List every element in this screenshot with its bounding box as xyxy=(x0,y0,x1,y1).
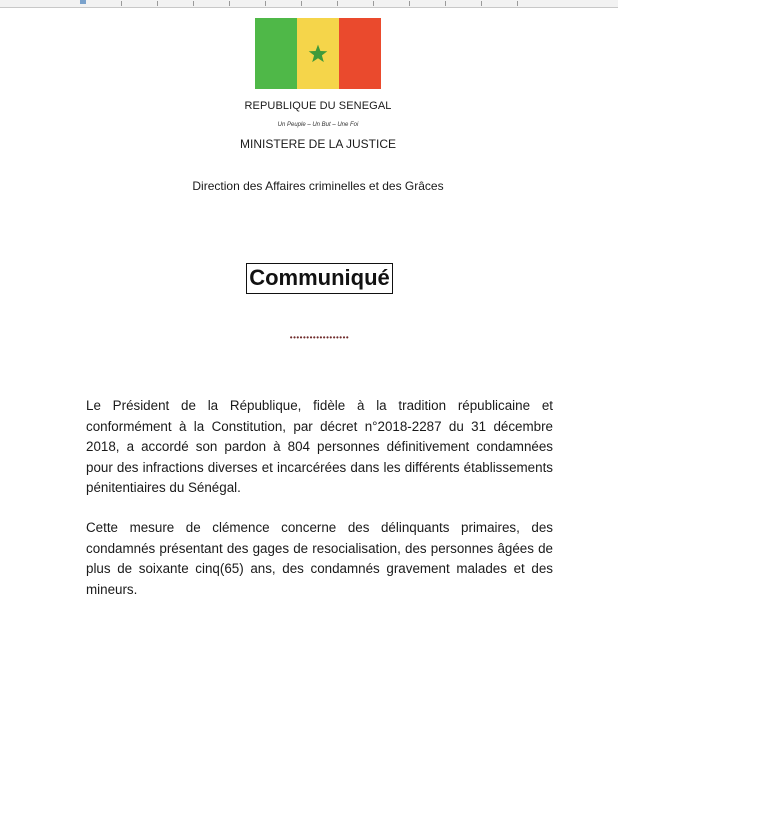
flag-red-band xyxy=(339,18,381,89)
ruler-tick xyxy=(445,1,446,6)
star-icon xyxy=(308,43,328,63)
ruler-tick xyxy=(517,1,518,6)
ministry-heading: MINISTERE DE LA JUSTICE xyxy=(239,137,397,151)
separator-dots: •••••••••••••••••• xyxy=(289,333,350,342)
indent-marker[interactable] xyxy=(80,0,86,4)
ruler-tick xyxy=(337,1,338,6)
ruler-tick xyxy=(373,1,374,6)
senegal-flag xyxy=(255,18,381,89)
ruler-tick xyxy=(301,1,302,6)
paragraph-1: Le Président de la République, fidèle à la tradition républicaine et conformément à la Constitution, par décret n°2018-2287 du 31 décembre 2018, a accordé son pardon à 804 personnes définitivement condamnées pour des infractions diverses et incarcérées dans les différents établissements pénitentiaires du Sénégal. xyxy=(86,398,553,495)
ruler-tick xyxy=(229,1,230,6)
national-motto: Un Peuple – Un But – Une Foi xyxy=(277,122,359,128)
paragraph-2: Cette mesure de clémence concerne des délinquants primaires, des condamnés présentant des gages de resocialisation, des personnes âgées de plus de soixante cinq(65) ans, des condamnés gravement malades et des mineurs. xyxy=(86,520,553,597)
ruler-bar xyxy=(0,0,618,8)
ruler-tick xyxy=(157,1,158,6)
ruler-tick xyxy=(265,1,266,6)
document-title: Communiqué xyxy=(246,263,393,294)
flag-green-band xyxy=(255,18,297,89)
ruler-tick xyxy=(481,1,482,6)
direction-heading: Direction des Affaires criminelles et des Grâces xyxy=(192,179,444,193)
republic-heading: REPUBLIQUE DU SENEGAL xyxy=(244,100,392,112)
title-wrapper xyxy=(0,263,639,294)
ruler-tick xyxy=(193,1,194,6)
flag-yellow-band xyxy=(297,18,339,89)
ruler-tick xyxy=(121,1,122,6)
ruler-tick xyxy=(409,1,410,6)
